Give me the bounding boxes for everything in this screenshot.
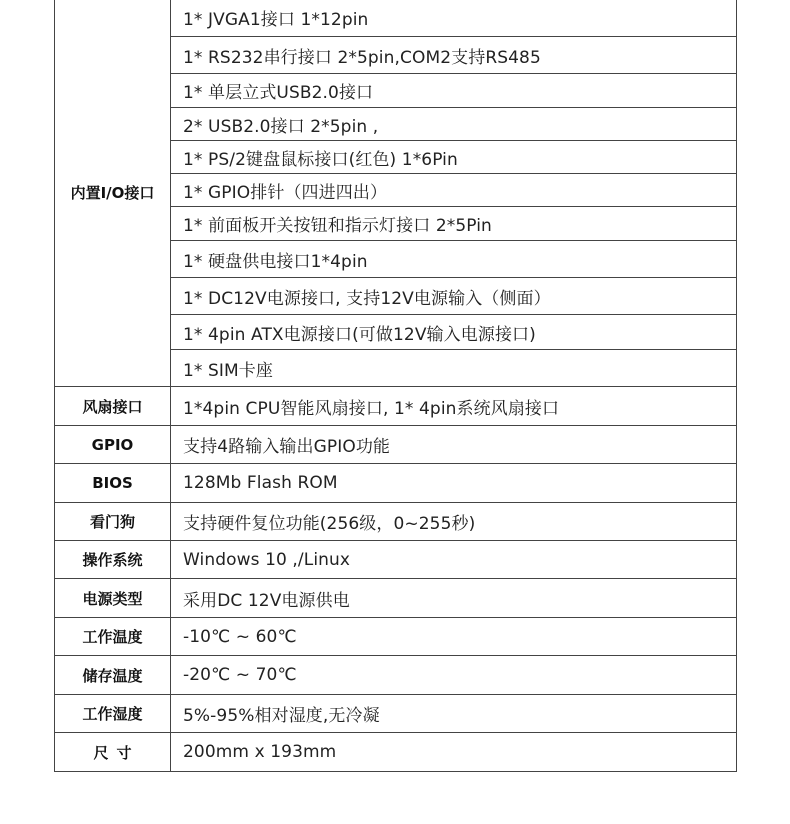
spec-label-storage-temp: 储存温度: [55, 656, 171, 695]
table-row: [55, 426, 737, 464]
io-section-label: 内置I/O接口: [55, 0, 171, 387]
table-row: [55, 579, 737, 618]
spec-value-fan: 1*4pin CPU智能风扇接口, 1* 4pin系统风扇接口: [171, 387, 737, 426]
io-item-atx-power: 1* 4pin ATX电源接口(可做12V输入电源接口): [171, 315, 737, 350]
io-item-usb-vertical: 1* 单层立式USB2.0接口: [171, 74, 737, 108]
table-row: [55, 464, 737, 503]
table-row: [55, 0, 737, 37]
spec-label-fan: 风扇接口: [55, 387, 171, 426]
spec-value-bios: 128Mb Flash ROM: [171, 464, 737, 503]
spec-label-bios: BIOS: [55, 464, 171, 503]
table-row: [55, 503, 737, 541]
spec-label-power-type: 电源类型: [55, 579, 171, 618]
io-item-front-panel: 1* 前面板开关按钮和指示灯接口 2*5Pin: [171, 207, 737, 241]
spec-label-os: 操作系统: [55, 541, 171, 579]
spec-label-gpio: GPIO: [55, 426, 171, 464]
spec-label-humidity: 工作湿度: [55, 695, 171, 733]
table-row: [55, 695, 737, 733]
io-item-sim: 1* SIM卡座: [171, 350, 737, 387]
io-item-gpio-header: 1* GPIO排针（四进四出）: [171, 174, 737, 207]
spec-value-watchdog: 支持硬件复位功能(256级，0~255秒): [171, 503, 737, 541]
spec-label-watchdog: 看门狗: [55, 503, 171, 541]
table-row: [55, 656, 737, 695]
table-row: [55, 541, 737, 579]
io-item-usb-header: 2* USB2.0接口 2*5pin ,: [171, 108, 737, 141]
io-item-hdd-power: 1* 硬盘供电接口1*4pin: [171, 241, 737, 278]
table-row: [55, 733, 737, 772]
table-row: [55, 387, 737, 426]
spec-label-operating-temp: 工作温度: [55, 618, 171, 656]
spec-table: [54, 0, 737, 772]
spec-value-gpio: 支持4路输入输出GPIO功能: [171, 426, 737, 464]
io-item-ps2: 1* PS/2键盘鼠标接口(红色) 1*6Pin: [171, 141, 737, 174]
spec-label-dimensions: 尺寸: [55, 733, 171, 772]
io-item-rs232: 1* RS232串行接口 2*5pin,COM2支持RS485: [171, 37, 737, 74]
spec-value-dimensions: 200mm x 193mm: [171, 733, 737, 772]
spec-value-storage-temp: -20℃ ~ 70℃: [171, 656, 737, 695]
spec-value-os: Windows 10 ,/Linux: [171, 541, 737, 579]
io-item-dc12v: 1* DC12V电源接口, 支持12V电源输入（侧面）: [171, 278, 737, 315]
io-item-vga: 1* JVGA1接口 1*12pin: [171, 0, 737, 37]
spec-value-humidity: 5%-95%相对湿度,无冷凝: [171, 695, 737, 733]
spec-value-operating-temp: -10℃ ~ 60℃: [171, 618, 737, 656]
spec-value-power-type: 采用DC 12V电源供电: [171, 579, 737, 618]
table-row: [55, 618, 737, 656]
